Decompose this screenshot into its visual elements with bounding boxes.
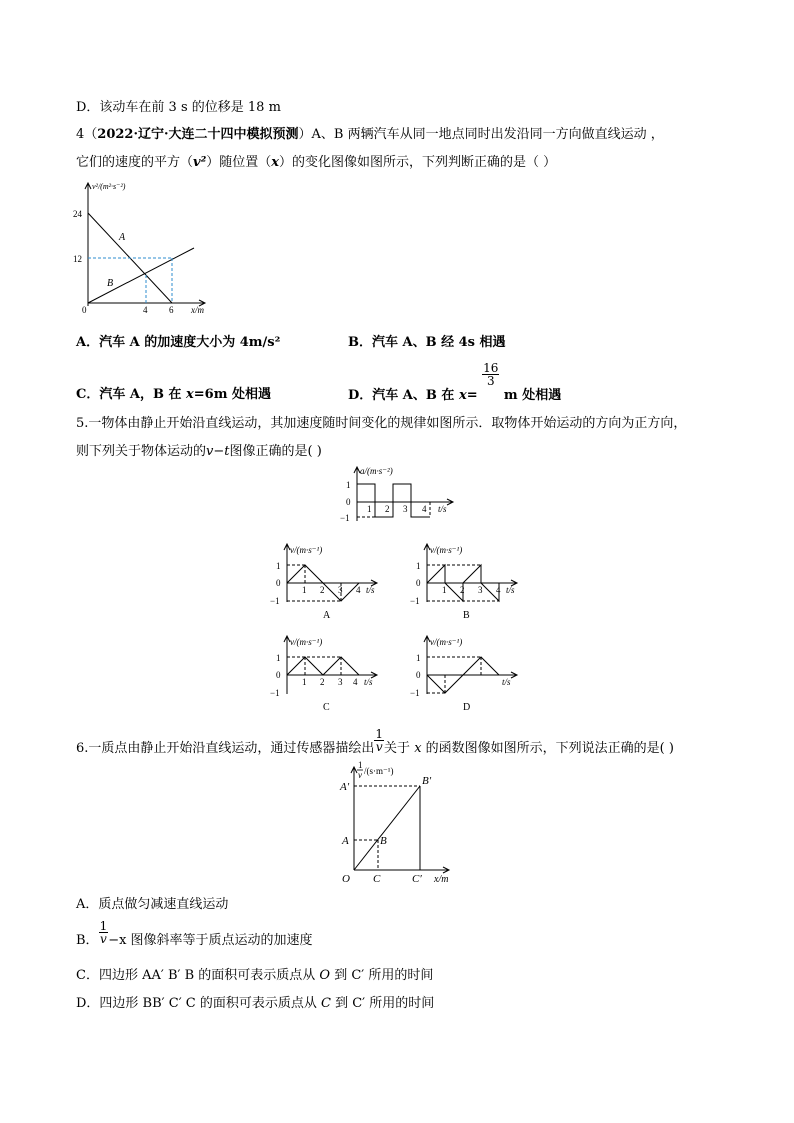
q4-option-c-x: x: [186, 387, 194, 402]
q5-a-x-label: t/s: [366, 585, 375, 595]
q6-y-frac-num: 1: [358, 760, 363, 770]
q6-option-b-den: v: [99, 932, 107, 946]
q4-graph: [68, 180, 218, 315]
q6-point-a-prime: A′: [340, 781, 350, 793]
q4-option-b: B．汽车 A、B 经 4s 相遇: [348, 335, 506, 350]
q4-option-d: [348, 361, 562, 403]
q5-d-y-tick: 0: [416, 670, 421, 680]
q5-d-y-label: v/(m·s⁻¹): [430, 637, 463, 647]
q5-choice-d-graph: [408, 634, 518, 714]
q6-option-c: [76, 964, 433, 983]
q4-y-tick-12: 12: [73, 254, 82, 264]
q6-stem-x: x: [414, 741, 422, 756]
q6-option-c-1: C．四边形 AA′ B′ B 的面积可表示质点从: [76, 968, 320, 983]
q5-at-y-tick-1: 1: [346, 480, 351, 490]
q5-c-x-tick: 4: [353, 677, 358, 687]
q6-point-c-prime: C′: [412, 873, 422, 885]
q4-source: 2022·辽宁·大连二十四中模拟预测: [97, 127, 299, 142]
q4-stem-line-2: [76, 151, 556, 170]
q6-stem-fraction: [374, 728, 384, 753]
q4-option-d-fraction: [482, 362, 499, 387]
q6-graph: [336, 762, 486, 887]
q4-x-tick-4: 4: [143, 305, 148, 315]
q4-x: x: [271, 155, 280, 170]
q5-c-y-tick: 1: [276, 653, 281, 663]
q5-b-x-label: t/s: [506, 585, 515, 595]
q5-at-y-tick-m1: −1: [340, 513, 350, 523]
q5-stem-2a: 则下列关于物体运动的: [76, 444, 207, 459]
q5-c-x-tick: 2: [320, 677, 325, 687]
q4-option-d-den: 3: [486, 374, 495, 388]
q5-at-x-tick-3: 3: [403, 504, 408, 514]
q4-option-c-2: =6m 处相遇: [193, 387, 271, 402]
q4-option-c: [76, 383, 271, 402]
q5-c-x-tick: 3: [338, 677, 343, 687]
q5-b-x-tick: 1: [442, 585, 447, 595]
q6-point-a: A: [342, 835, 349, 847]
q6-option-b-rest: −x 图像斜率等于质点运动的加速度: [108, 933, 313, 948]
q6-point-c: C: [373, 873, 381, 885]
q4-stem-2a: 它们的速度的平方（: [76, 155, 194, 170]
q4-stem-2b: ）随位置（: [206, 155, 272, 170]
q5-b-x-tick: 4: [496, 585, 501, 595]
q5-choice-a-label: A: [323, 610, 331, 621]
q4-option-d-2: =: [466, 388, 483, 403]
q6-stem: [76, 727, 674, 756]
q5-a-x-tick: 2: [320, 585, 325, 595]
q4-x-label: x/m: [191, 305, 204, 315]
q5-choice-b-graph: [408, 542, 518, 622]
q4-option-a: A．汽车 A 的加速度大小为 4m/s²: [76, 335, 281, 350]
q5-b-x-tick: 3: [478, 585, 483, 595]
q6-frac-den: v: [375, 740, 383, 754]
q6-origin: O: [342, 873, 350, 885]
q4-number: 4（: [76, 127, 98, 142]
q4-line-b: [88, 248, 194, 303]
q5-at-y-tick-0: 0: [346, 497, 351, 507]
q5-at-x-tick-2: 2: [385, 504, 390, 514]
q4-line-b-label: B: [107, 278, 114, 289]
q6-y-label: /(s·m⁻¹): [364, 766, 394, 776]
q5-choice-a-graph: [268, 542, 378, 622]
q6-option-d: [76, 992, 434, 1011]
q5-choice-c-graph: [268, 634, 378, 714]
q5-c-y-label: v/(m·s⁻¹): [290, 637, 323, 647]
q5-at-x-tick-4: 4: [422, 504, 427, 514]
q5-at-x-tick-1: 1: [367, 504, 372, 514]
q6-option-c-2: 到 C′ 所用的时间: [330, 968, 434, 983]
q3-option-d: D．该动车在前 3 s 的位移是 18 m: [76, 100, 281, 115]
q5-choice-c-label: C: [323, 702, 330, 713]
q5-b-y-tick: −1: [410, 596, 420, 606]
q6-option-b-fraction: [99, 920, 109, 945]
q5-at-y-label: a/(m·s⁻²): [360, 466, 393, 476]
q4-option-d-num: 16: [483, 361, 499, 375]
q5-d-y-tick: −1: [410, 688, 420, 698]
q5-b-x-tick: 2: [460, 585, 465, 595]
q5-a-x-tick: 3: [338, 585, 343, 595]
q5-b-y-tick: 1: [416, 561, 421, 571]
q4-y-tick-24: 24: [73, 209, 82, 219]
q5-a-t-graph: [338, 465, 473, 525]
q4-v2: v²: [193, 155, 207, 170]
q6-graph-line: [354, 786, 420, 870]
q6-frac-num: 1: [375, 727, 384, 741]
q6-option-d-c: C: [321, 996, 331, 1011]
q5-vt: v−t: [206, 444, 230, 459]
q6-option-b: [76, 919, 313, 948]
q6-stem-a: 6.一质点由静止开始沿直线运动，通过传感器描绘出: [76, 741, 375, 756]
q5-a-y-tick: −1: [270, 596, 280, 606]
q4-option-d-1: D．汽车 A、B 在: [348, 388, 459, 403]
q5-a-y-tick: 0: [276, 578, 281, 588]
q5-choice-b-label: B: [463, 610, 470, 621]
q6-option-a: A．质点做匀减速直线运动: [76, 897, 229, 912]
q5-d-x-label: t/s: [502, 677, 511, 687]
q5-at-x-label: t/s: [438, 504, 447, 514]
q5-a-y-tick: 1: [276, 561, 281, 571]
q4-x-tick-6: 6: [169, 305, 174, 315]
q6-option-b-num: 1: [99, 919, 108, 933]
q5-stem-2b: 图像正确的是( ): [229, 444, 322, 459]
q6-option-d-1: D．四边形 BB′ C′ C 的面积可表示质点从: [76, 996, 321, 1011]
q4-x-tick-0: 0: [82, 305, 87, 315]
q5-stem-line-1: 5.一物体由静止开始沿直线运动，其加速度随时间变化的规律如图所示．取物体开始运动的方向为正方向，: [76, 416, 687, 431]
q4-y-label: v²/(m²·s⁻²): [92, 182, 126, 191]
q4-option-c-1: C．汽车 A，B 在: [76, 387, 186, 402]
q6-point-b-prime: B′: [422, 775, 432, 787]
q5-b-y-tick: 0: [416, 578, 421, 588]
q5-c-x-tick: 1: [302, 677, 307, 687]
q5-c-y-tick: −1: [270, 688, 280, 698]
q4-stem-rest: ）A、B 两辆汽车从同一地点同时出发沿同一方向做直线运动 ，: [298, 127, 664, 142]
q6-option-d-2: 到 C′ 所用的时间: [330, 996, 435, 1011]
q5-c-y-tick: 0: [276, 670, 281, 680]
q4-line-a-label: A: [119, 232, 126, 243]
q6-stem-c: 的函数图像如图所示，下列说法正确的是( ): [421, 741, 674, 756]
q4-stem-2c: ）的变化图像如图所示，下列判断正确的是（ ）: [279, 155, 557, 170]
q4-option-d-3: m 处相遇: [499, 388, 562, 403]
q6-option-b-pre: B．: [76, 933, 99, 948]
q5-a-y-label: v/(m·s⁻¹): [290, 545, 323, 555]
q6-stem-b: 关于: [384, 741, 415, 756]
q6-point-b: B: [380, 835, 387, 847]
q4-stem-line-1: [76, 123, 664, 142]
q5-choice-d-label: D: [463, 702, 471, 713]
q6-y-frac-den: v: [358, 770, 362, 780]
q5-a-x-tick: 4: [356, 585, 361, 595]
q5-d-y-tick: 1: [416, 653, 421, 663]
q5-b-y-label: v/(m·s⁻¹): [430, 545, 463, 555]
q4-option-d-x: x: [458, 388, 467, 403]
q5-stem-line-2: [76, 440, 322, 459]
q6-option-c-o: O: [319, 968, 331, 983]
q5-c-graph-line: [287, 657, 359, 675]
q5-c-x-label: t/s: [364, 677, 373, 687]
q6-x-label: x/m: [434, 874, 449, 885]
q5-a-x-tick: 1: [302, 585, 307, 595]
